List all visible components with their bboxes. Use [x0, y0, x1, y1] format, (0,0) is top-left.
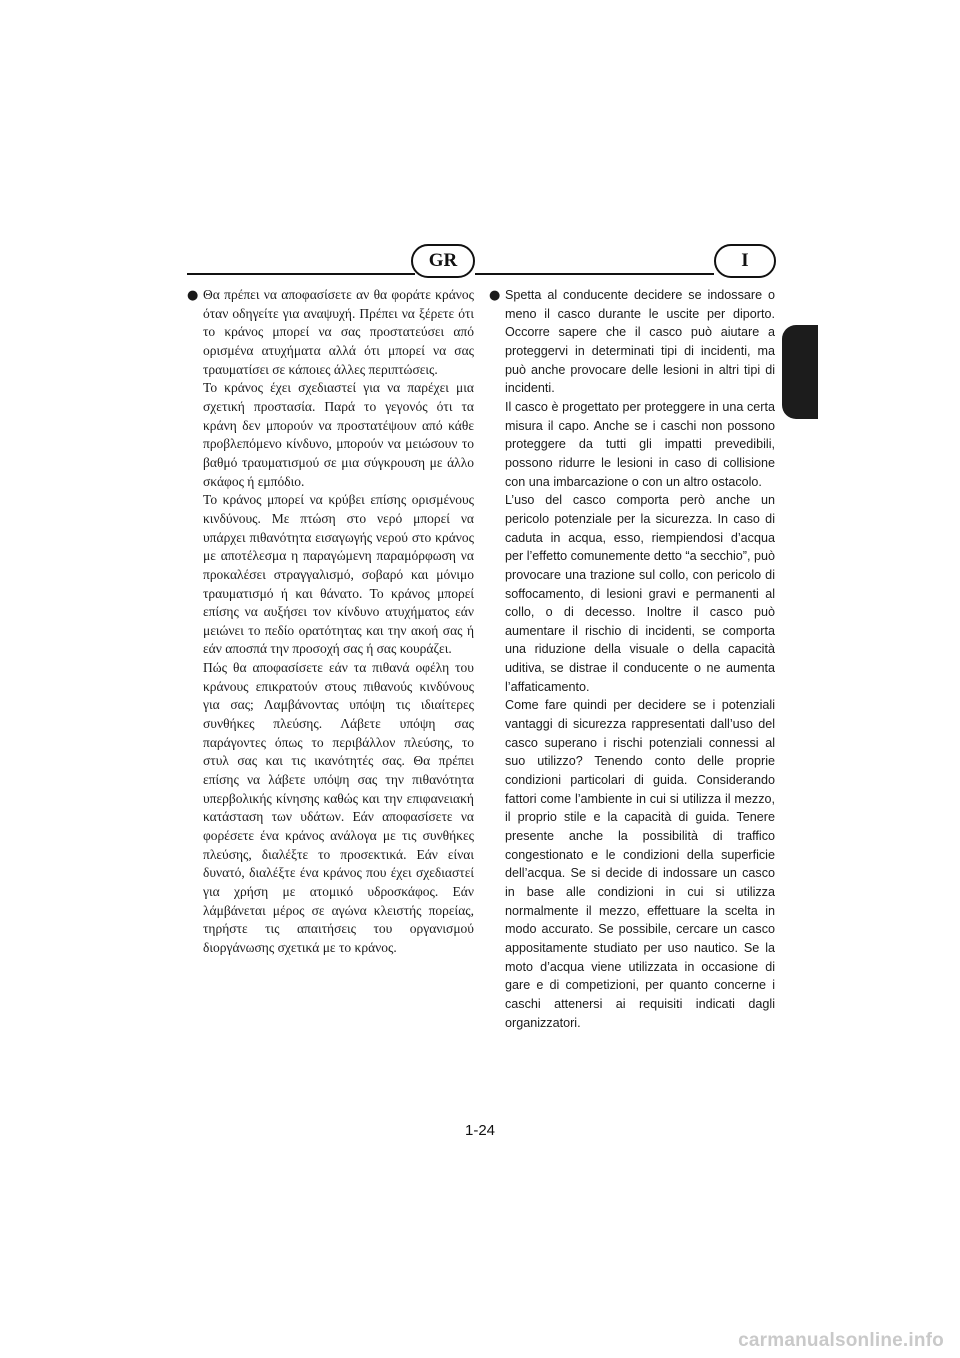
greek-paragraph: [187, 286, 474, 379]
page-number: 1-24: [464, 1122, 496, 1139]
language-label-greek: GR: [428, 250, 458, 271]
bullet-icon: ●: [489, 288, 501, 303]
italian-paragraph: Il casco è progettato per proteggere in una certa misura il capo. Anche se i caschi non possono proteggere da tutti gli impatti prevedibili, possono ridurre le lesioni in caso di collisione con una imbarcazione o con un altro ostacolo.: [505, 399, 775, 489]
greek-column: [187, 286, 474, 958]
chapter-thumb-tab: [782, 325, 818, 419]
italian-paragraph-text: Spetta al conducente decidere se indossare o meno il casco durante le uscite per diporto. Occorre sapere che il casco può aiutare a proteggervi in determinati tipi di incidenti, ma può anche provocare delle lesioni in altri tipi di incidenti.: [505, 288, 775, 396]
italian-paragraph: [489, 286, 775, 398]
header-rule-middle: [475, 273, 714, 275]
italian-paragraph: L’uso del casco comporta però anche un pericolo potenziale per la sicurezza. In caso di caduta in acqua, esso, riempiendosi d’acqua per l’effetto comunemente detto “a secchio”, può provocare una trazione sul collo, con pericolo di soffocamento, di lesioni gravi e permanenti al collo, o di decesso. Inoltre il casco può aumentare il rischio di incidenti, se comporta una riduzione della visuale o della capacità uditiva, se distrae il conducente o ne aumenta l’affaticamento.: [505, 493, 775, 694]
bullet-icon: ●: [187, 288, 199, 303]
italian-column: [489, 286, 775, 1032]
greek-paragraph: Το κράνος μπορεί να κρύβει επίσης ορισμένους κινδύνους. Με πτώση στο νερό μπορεί να υπάρχει πιθανότητα εισαγωγής νερού στο κράνος με αποτέλεσμα η παραγώμενη παραμόρφωση να προκαλέσει στραγγαλισμό, σοβαρό και μόνιμο τραυματισμό ή και θάνατο. Το κράνος μπορεί επίσης να αυξήσει τον κίνδυνο ατυχήματος εάν μειώνει το πεδίο ορατότητας και την ακοή σας ή εάν αποσπά την προσοχή σας ή σας κουράζει.: [203, 492, 474, 657]
greek-paragraph-text: Θα πρέπει να αποφασίσετε αν θα φοράτε κράνος όταν οδηγείτε για αναψυχή. Πρέπει να ξέρετε ότι το κράνος μπορεί να σας προστατεύσει από ορισμένα ατυχήματα αλλά ότι μπορεί να σας τραυματίσει σε κάποιες άλλες περιπτώσεις.: [203, 287, 474, 377]
header-rule-left: [187, 273, 415, 275]
greek-paragraph: Το κράνος έχει σχεδιαστεί για να παρέχει μια σχετική προστασία. Παρά το γεγονός ότι τα κράνη δεν μπορούν να προστατέψουν από κάθε προβλεπόμενο κίνδυνο, μπορούν να μειώσουν το βαθμό τραυματισμού σε μια σύγκρουση με άλλο σκάφος ή εμπόδιο.: [203, 380, 474, 489]
language-label-italian: I: [741, 250, 749, 271]
italian-paragraph: Come fare quindi per decidere se i potenziali vantaggi di sicurezza rappresentati dall’uso del casco superano i rischi potenziali connessi al suo utilizzo? Tenendo conto delle proprie condizioni particolari di guida. Considerando fattori come l’ambiente in cui si utilizza il mezzo, il proprio stile e la capacità di guida. Tenere presente anche la possibilità di traffico congestionato e le condizioni della superficie dell’acqua. Se si decide di indossare un casco in base alle condizioni in cui si utilizza normalmente il mezzo, effettuare la scelta in modo accurato. Se possibile, cercare un casco appositamente studiato per uso nautico. Se la moto d’acqua viene utilizzata in occasione di gare e di competizioni, per quanto concerne i caschi attenersi ai requisiti indicati dagli organizzatori.: [505, 698, 775, 1030]
greek-paragraph: Πώς θα αποφασίσετε εάν τα πιθανά οφέλη του κράνους επικρατούν στους πιθανούς κινδύνους για σας; Λαμβάνοντας υπόψη τις ιδιαίτερες συνθήκες πλεύσης. Λάβετε υπόψη σας παράγοντες όπως το περιβάλλον πλεύσης, το στυλ σας και τις ικανότητές σας. Θα πρέπει επίσης να λάβετε υπόψη σας την πιθανότητα υπερβολικής κίνησης καθώς και την επιφανειακή κατάσταση των υδάτων. Εάν αποφασίσετε να φορέσετε ένα κράνος ανάλογα με τις συνθήκες πλεύσης, διαλέξτε το προσεκτικά. Εάν είναι δυνατό, διαλέξτε ένα κράνος που έχει σχεδιαστεί για χρήση με ατομικό υδροσκάφος. Εάν λάμβάνεται μέρος σε αγώνα κλειστής πορείας, τηρήστε τις απαιτήσεις του οργανισμού διοργάνωσης σχετικά με το κράνος.: [203, 660, 474, 955]
language-tab-greek: [411, 244, 475, 278]
watermark: carmanualsonline.info: [738, 1330, 944, 1351]
language-tab-italian: [714, 244, 776, 278]
